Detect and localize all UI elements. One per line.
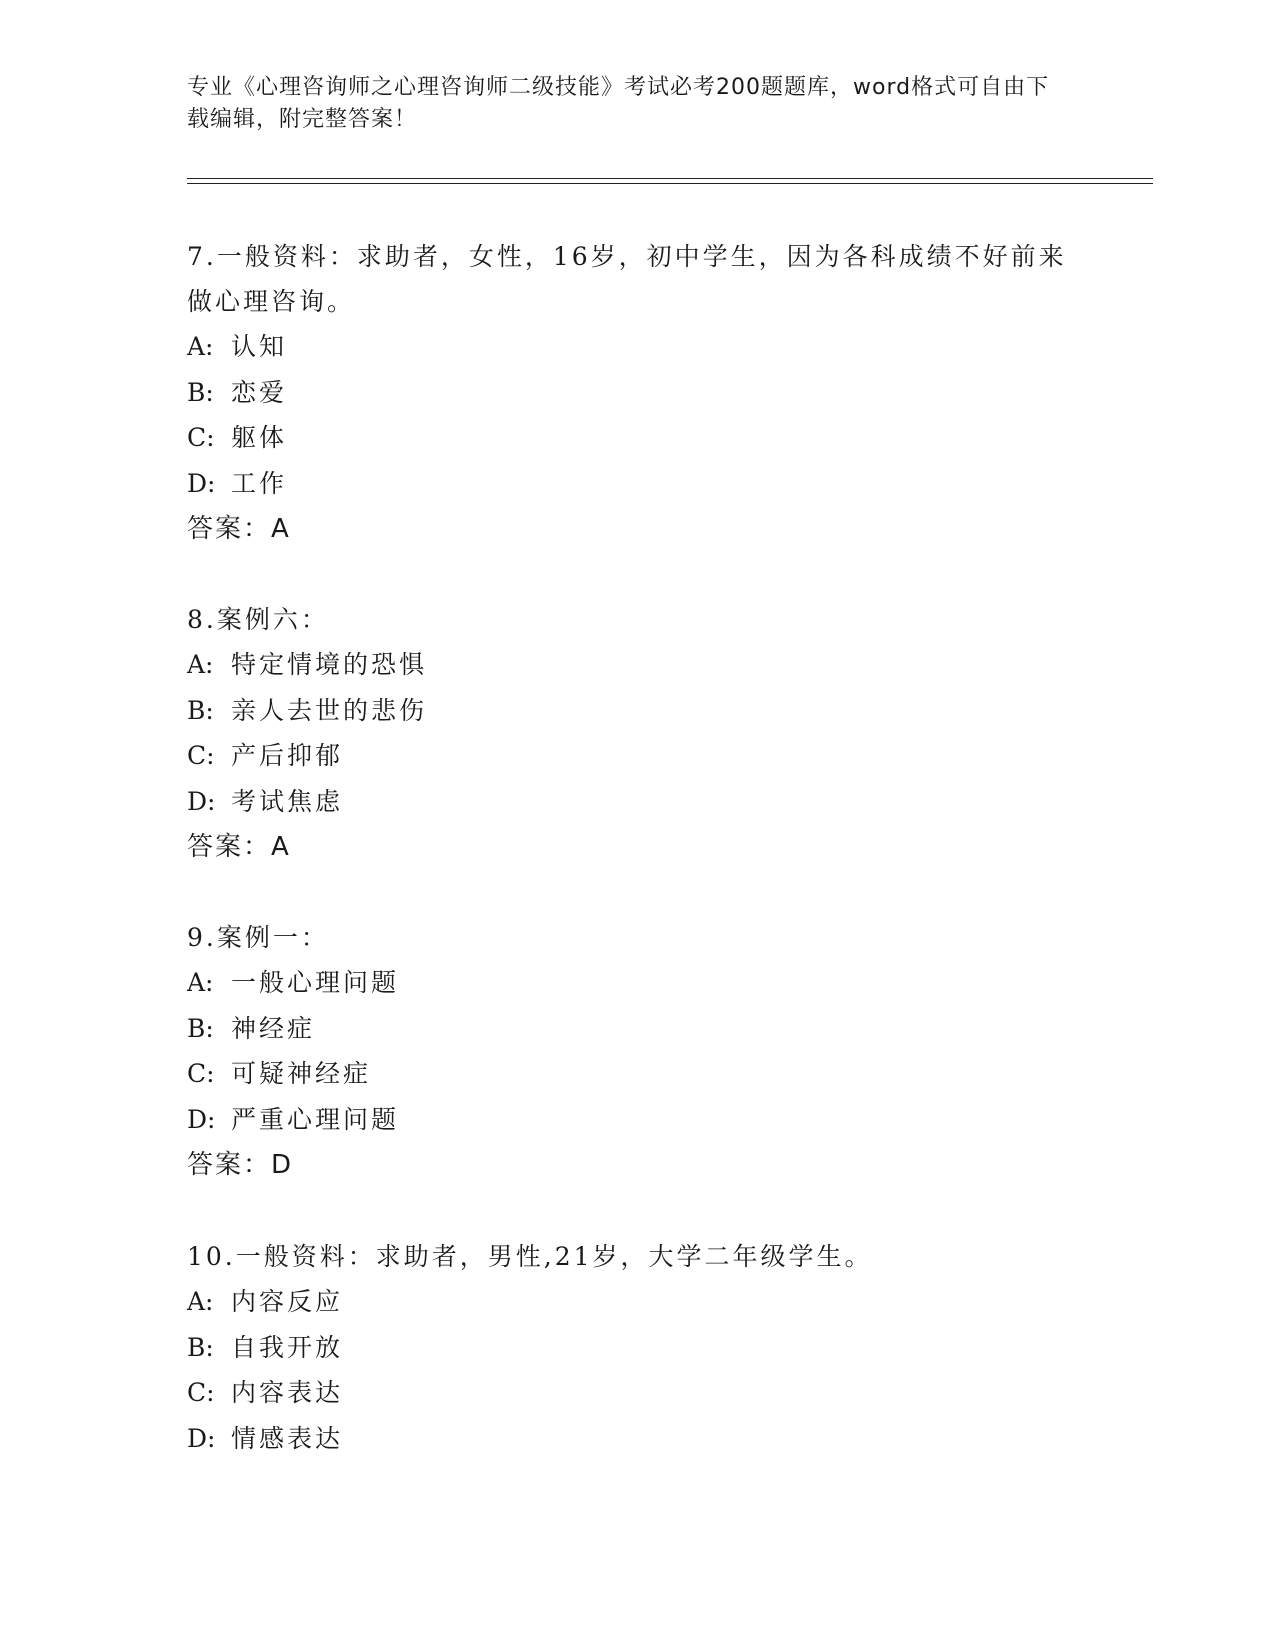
option-c	[187, 1370, 1067, 1416]
question-8	[187, 597, 1067, 870]
option-d	[187, 1416, 1067, 1462]
option-b	[187, 688, 1067, 734]
option-key: B:	[187, 377, 214, 407]
option-key: A:	[187, 1287, 214, 1316]
option-key: D:	[187, 786, 216, 816]
option-d	[187, 1097, 1067, 1143]
option-b	[187, 1325, 1067, 1371]
option-d	[187, 461, 1067, 507]
question-stem: 7.一般资料：求助者，女性，16岁，初中学生，因为各科成绩不好前来做心理咨询。	[187, 242, 1067, 316]
document-header: 专业《心理咨询师之心理咨询师二级技能》考试必考200题题库，word格式可自由下载编辑，附完整答案！	[187, 75, 1050, 132]
option-key: A:	[187, 968, 214, 997]
option-key: B:	[187, 1013, 214, 1043]
header-divider-top	[187, 178, 1153, 179]
header-divider-bottom	[187, 183, 1153, 184]
option-text: 神经症	[231, 1013, 316, 1043]
option-text: 一般心理问题	[231, 968, 400, 997]
question-stem: 8.案例六：	[187, 605, 329, 634]
option-key: A:	[187, 650, 214, 679]
option-text: 内容反应	[231, 1287, 344, 1316]
option-text: 内容表达	[231, 1378, 344, 1407]
option-a	[187, 960, 1067, 1006]
option-key: C:	[187, 1378, 215, 1407]
option-text: 特定情境的恐惧	[231, 650, 428, 679]
question-10	[187, 1234, 1067, 1461]
option-b	[187, 1006, 1067, 1052]
option-text: 严重心理问题	[231, 1104, 400, 1134]
option-a	[187, 642, 1067, 688]
option-text: 躯体	[231, 423, 288, 452]
option-c	[187, 733, 1067, 779]
option-text: 情感表达	[231, 1423, 344, 1453]
option-b	[187, 370, 1067, 416]
option-key: A:	[187, 332, 214, 361]
option-key: B:	[187, 1332, 214, 1362]
option-a	[187, 1279, 1067, 1325]
option-text: 可疑神经症	[231, 1059, 372, 1088]
question-stem: 10.一般资料：求助者，男性,21岁，大学二年级学生。	[187, 1242, 873, 1271]
option-text: 自我开放	[231, 1332, 344, 1362]
answer: 答案：A	[187, 514, 291, 544]
option-c	[187, 1051, 1067, 1097]
option-text: 恋爱	[231, 377, 288, 407]
question-9	[187, 915, 1067, 1188]
option-a	[187, 324, 1067, 370]
answer: 答案：A	[187, 832, 291, 862]
option-key: C:	[187, 423, 215, 452]
option-key: C:	[187, 1059, 215, 1088]
option-key: D:	[187, 1104, 216, 1134]
option-text: 工作	[231, 468, 288, 498]
option-text: 考试焦虑	[231, 786, 344, 816]
answer: 答案：D	[187, 1150, 294, 1180]
option-text: 产后抑郁	[231, 741, 344, 770]
option-d	[187, 779, 1067, 825]
option-c	[187, 415, 1067, 461]
question-stem: 9.案例一：	[187, 923, 329, 952]
option-key: D:	[187, 1423, 216, 1453]
option-key: D:	[187, 468, 216, 498]
option-key: B:	[187, 695, 214, 725]
option-key: C:	[187, 741, 215, 770]
question-7	[187, 234, 1067, 552]
option-text: 认知	[231, 332, 288, 361]
option-text: 亲人去世的悲伤	[231, 695, 428, 725]
